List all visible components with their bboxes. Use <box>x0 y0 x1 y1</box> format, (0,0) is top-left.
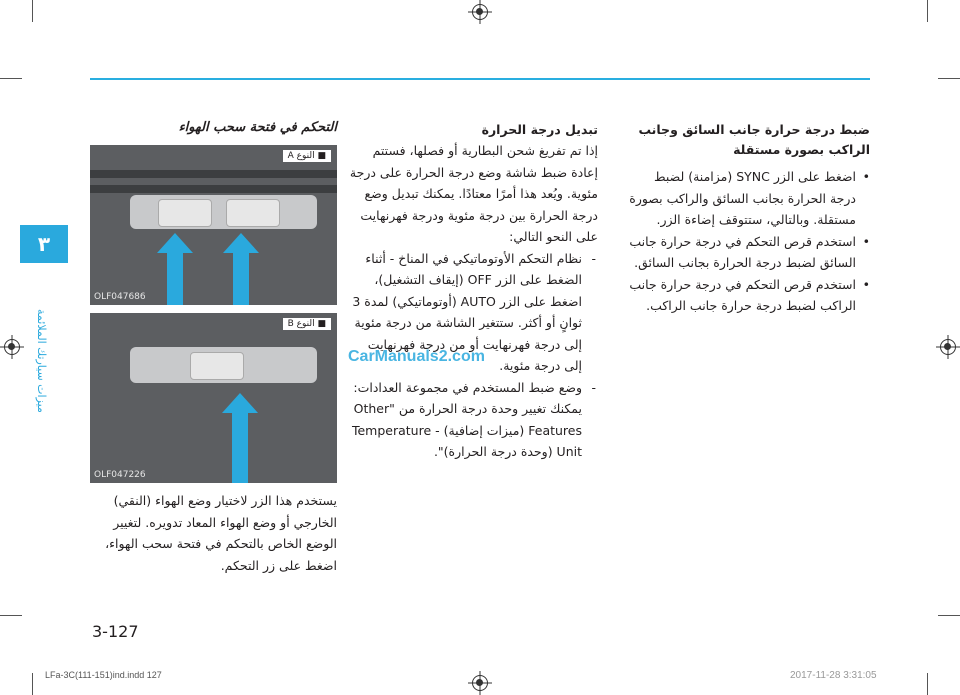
page-number: 3-127 <box>92 622 139 641</box>
figure-panel-b <box>90 313 337 483</box>
crop-mark <box>32 0 33 22</box>
crop-mark <box>32 673 33 695</box>
arrow-icon <box>233 253 249 305</box>
chapter-tab: ٣ <box>20 225 68 263</box>
footer-date: 2017-11-28 3:31:05 <box>790 670 877 681</box>
panel-b-code: OLF047226 <box>94 470 146 480</box>
section-heading-separate-temp: ضبط درجة حرارة جانب السائق وجانب الراكب بصورة مستقلة <box>638 122 870 157</box>
registration-mark-icon <box>472 675 488 691</box>
section-heading-temp-conversion: تبديل درجة الحرارة <box>481 122 598 137</box>
crop-mark <box>938 78 960 79</box>
panel-a-code: OLF047686 <box>94 292 146 302</box>
vent-strip <box>90 170 337 178</box>
figure-caption: يستخدم هذا الزر لاختيار وضع الهواء (النقي) الخارجي أو وضع الهواء المعاد تدويره. لتغيير الوضع الخاص بالتحكم في فتحة سحب الهواء، اضغط على زر التحكم. <box>105 493 337 573</box>
header-rule <box>90 78 870 80</box>
crop-mark <box>938 615 960 616</box>
intake-button <box>190 352 244 380</box>
registration-mark-icon <box>940 339 956 355</box>
right-column <box>625 120 870 317</box>
middle-column <box>348 120 598 463</box>
button-bar <box>130 347 317 383</box>
fresh-air-button <box>226 199 280 227</box>
arrow-icon <box>222 393 258 413</box>
crop-mark <box>0 615 22 616</box>
bullet-driver-knob: • استخدم قرص التحكم في درجة حرارة جانب السائق لضبط درجة الحرارة بجانب السائق. <box>625 231 870 274</box>
crop-mark <box>0 78 22 79</box>
dash-user-settings: - وضع ضبط المستخدم في مجموعة العدادات: يمكنك تغيير وحدة درجة الحرارة من "Other Features (ميزات إضافية) - Temperature Unit (وحدة درجة الحرارة)". <box>348 377 598 463</box>
temp-conversion-paragraph: إذا تم تفريغ شحن البطارية أو فصلها، فستتم إعادة ضبط شاشة وضع درجة الحرارة على درجة مئوية. ويُعد هذا أمرًا معتادًا. يمكنك تبديل وضع درجة الحرارة بين درجة مئوية ودرجة فهرنهايت على النحو التالي: <box>349 143 598 244</box>
recirculation-button <box>158 199 212 227</box>
crop-mark <box>927 673 928 695</box>
arrow-icon <box>157 233 193 253</box>
arrow-icon <box>232 413 248 483</box>
vent-strip <box>90 185 337 193</box>
button-bar <box>130 195 317 229</box>
watermark: CarManuals2.com <box>348 348 485 365</box>
chapter-title: ميزات سيارتك الملائمة <box>35 309 48 413</box>
footer-filename: LFa-3C(111-151)ind.indd 127 <box>45 670 162 680</box>
figure-panel-a <box>90 145 337 305</box>
panel-b-label: ■ النوع B <box>283 318 331 330</box>
crop-mark <box>927 0 928 22</box>
registration-mark-icon <box>472 4 488 20</box>
bullet-sync: • اضغط على الزر SYNC (مزامنة) لضبط درجة الحرارة بجانب السائق والراكب بصورة مستقلة. وبالتالي، ستتوقف إضاءة الزر. <box>625 166 870 231</box>
arrow-icon <box>167 253 183 305</box>
panel-a-label: ■ النوع A <box>283 150 331 162</box>
registration-mark-icon <box>4 339 20 355</box>
figure-title: التحكم في فتحة سحب الهواء <box>178 120 337 135</box>
dash-auto-climate: - نظام التحكم الأوتوماتيكي في المناخ - أثناء الضغط على الزر OFF (إيقاف التشغيل)، اضغط على الزر AUTO (أوتوماتيكي) لمدة 3 ثوانٍ أو أكثر. ستتغير الشاشة من درجة مئوية إلى درجة فهرنهايت أو من درجة فهرنهايت إلى درجة مئوية. <box>348 248 598 377</box>
bullet-passenger-knob: • استخدم قرص التحكم في درجة حرارة جانب الراكب لضبط درجة حرارة جانب الراكب. <box>625 274 870 317</box>
arrow-icon <box>223 233 259 253</box>
